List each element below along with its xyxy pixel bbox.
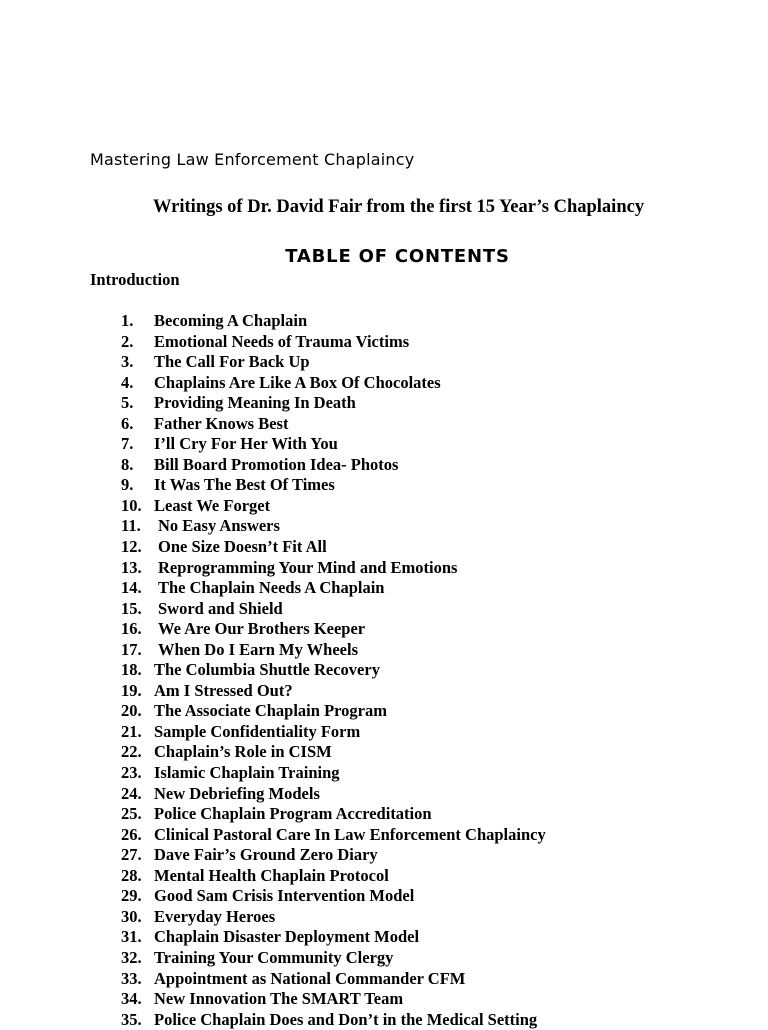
toc-item-title: Police Chaplain Program Accreditation bbox=[154, 804, 432, 824]
toc-item-title: Chaplains Are Like A Box Of Chocolates bbox=[154, 372, 441, 392]
toc-item-number: 26. bbox=[121, 824, 142, 844]
toc-item-number: 33. bbox=[121, 968, 142, 988]
toc-item-number: 23. bbox=[121, 763, 142, 783]
toc-item-title: Becoming A Chaplain bbox=[154, 311, 308, 330]
toc-item-number: 30. bbox=[121, 906, 142, 926]
toc-item-number: 34. bbox=[121, 989, 142, 1009]
toc-item-title: It Was The Best Of Times bbox=[154, 475, 335, 495]
toc-item-title: Clinical Pastoral Care In Law Enforcement Chaplaincy bbox=[154, 824, 546, 844]
document-title: Mastering Law Enforcement Chaplaincy bbox=[90, 150, 415, 169]
toc-item-title: Am I Stressed Out? bbox=[154, 680, 293, 700]
toc-item-title: Chaplain’s Role in CISM bbox=[154, 742, 332, 762]
toc-item-number: 20. bbox=[121, 701, 142, 721]
toc-item-title: Sample Confidentiality Form bbox=[154, 721, 361, 741]
toc-item-title: Father Knows Best bbox=[154, 413, 289, 433]
toc-item-title: Sword and Shield bbox=[158, 598, 283, 618]
toc-item-number: 29. bbox=[121, 886, 142, 906]
toc-item-number: 27. bbox=[121, 845, 142, 865]
toc-item-number: 5. bbox=[121, 393, 134, 413]
toc-item-title: Providing Meaning In Death bbox=[154, 393, 356, 413]
toc-item-number: 13. bbox=[121, 557, 142, 577]
toc-item-number: 35. bbox=[121, 1009, 142, 1029]
toc-item-title: Appointment as National Commander CFM bbox=[154, 968, 466, 988]
toc-item-title: New Debriefing Models bbox=[154, 783, 320, 803]
toc-item-title: Good Sam Crisis Intervention Model bbox=[154, 886, 415, 906]
document-subtitle: Writings of Dr. David Fair from the first 15 Year’s Chaplaincy bbox=[153, 197, 645, 217]
toc-item-number: 10. bbox=[121, 495, 142, 515]
toc-item-title: New Innovation The SMART Team bbox=[154, 989, 404, 1009]
toc-item-number: 22. bbox=[121, 742, 142, 762]
toc-item-title: The Chaplain Needs A Chaplain bbox=[158, 578, 385, 598]
toc-item-title: Chaplain Disaster Deployment Model bbox=[154, 927, 420, 947]
toc-item-title: Islamic Chaplain Training bbox=[154, 763, 340, 783]
toc-item-number: 21. bbox=[121, 721, 142, 741]
toc-item-number: 9. bbox=[121, 475, 134, 495]
toc-item-title: One Size Doesn’t Fit All bbox=[158, 537, 327, 557]
toc-item-title: Police Chaplain Does and Don’t in the Medical Setting bbox=[154, 1009, 538, 1029]
toc-item-title: The Associate Chaplain Program bbox=[154, 701, 387, 721]
toc-item-title: Emotional Needs of Trauma Victims bbox=[154, 331, 410, 351]
toc-item-title: Everyday Heroes bbox=[154, 906, 276, 926]
toc-item-number: 11. bbox=[121, 516, 141, 536]
toc-item-title: I’ll Cry For Her With You bbox=[154, 434, 338, 454]
toc-item-number: 7. bbox=[121, 434, 134, 454]
toc-item-title: Mental Health Chaplain Protocol bbox=[154, 865, 389, 885]
toc-item-number: 2. bbox=[121, 331, 134, 351]
toc-item-title: The Call For Back Up bbox=[154, 352, 310, 372]
toc-item-number: 12. bbox=[121, 537, 142, 557]
toc-item-title: Least We Forget bbox=[154, 495, 271, 515]
toc-item-title: Bill Board Promotion Idea- Photos bbox=[154, 454, 399, 474]
toc-item-title: Training Your Community Clergy bbox=[154, 947, 394, 967]
toc-item-number: 24. bbox=[121, 783, 142, 803]
toc-item-title: When Do I Earn My Wheels bbox=[158, 639, 358, 659]
toc-item-number: 31. bbox=[121, 927, 142, 947]
toc-item-number: 8. bbox=[121, 454, 134, 474]
toc-item-title: We Are Our Brothers Keeper bbox=[158, 619, 366, 639]
toc-item-title: No Easy Answers bbox=[158, 516, 280, 536]
toc-item-number: 25. bbox=[121, 804, 142, 824]
toc-item-title: Reprogramming Your Mind and Emotions bbox=[158, 557, 458, 577]
toc-item-number: 18. bbox=[121, 660, 142, 680]
toc-item-title: Dave Fair’s Ground Zero Diary bbox=[154, 845, 378, 865]
toc-item-number: 6. bbox=[121, 413, 134, 433]
toc-item-number: 14. bbox=[121, 578, 142, 598]
toc-item-number: 32. bbox=[121, 947, 142, 967]
toc-item-number: 3. bbox=[121, 352, 134, 372]
toc-item-number: 28. bbox=[121, 865, 142, 885]
toc-item-number: 1. bbox=[121, 311, 134, 330]
toc-item-number: 15. bbox=[121, 598, 142, 618]
toc-item-number: 19. bbox=[121, 680, 142, 700]
toc-item-number: 16. bbox=[121, 619, 142, 639]
toc-heading: TABLE OF CONTENTS bbox=[285, 246, 510, 267]
toc-introduction: Introduction bbox=[90, 270, 180, 289]
toc-item-number: 17. bbox=[121, 639, 142, 659]
toc-item-title: The Columbia Shuttle Recovery bbox=[154, 660, 380, 680]
toc-item-number: 4. bbox=[121, 372, 134, 392]
